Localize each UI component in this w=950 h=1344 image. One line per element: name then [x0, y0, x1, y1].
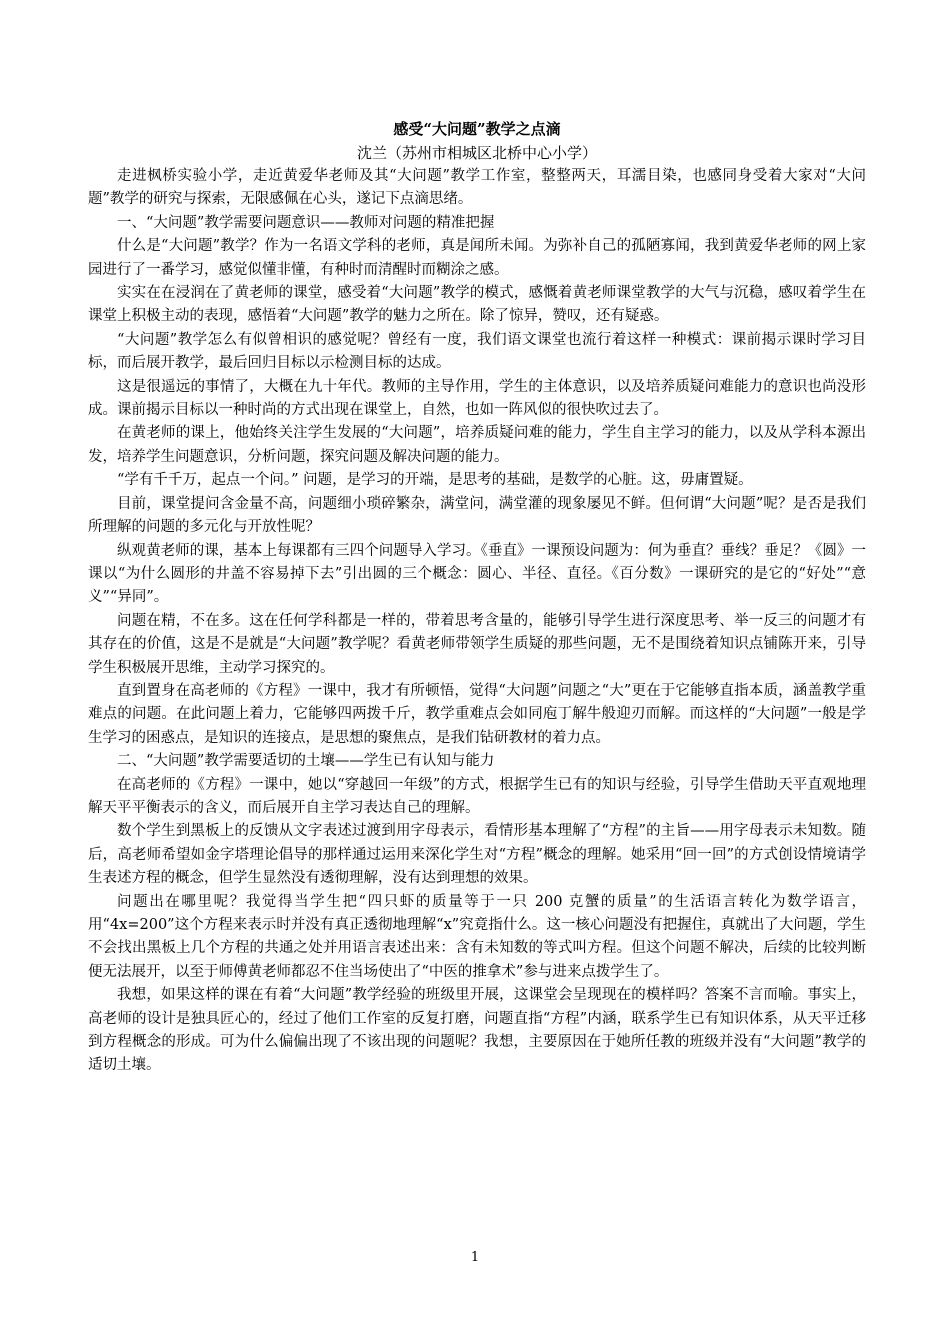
paragraph: 数个学生到黑板上的反馈从文字表述过渡到用字母表示，看情形基本理解了“方程”的主旨——用字母表示未知数。随后，高老师希望如金字塔理论倡导的那样通过运用来深化学生对“方程”概念的理解。她采用“回一回”的方式创设情境请学生表述方程的概念，但学生显然没有透彻理解，没有达到理想的效果。: [88, 823, 866, 887]
paragraph: 这是很遥远的事情了，大概在九十年代。教师的主导作用，学生的主体意识，以及培养质疑问难能力的意识也尚没形成。课前揭示目标以一种时尚的方式出现在课堂上，自然，也如一阵风似的很快吹过去了。: [88, 378, 866, 419]
paragraph: 问题在精，不在多。这在任何学科都是一样的，带着思考含量的，能够引导学生进行深度思考、举一反三的问题才有其存在的价值，这是不是就是“大问题”教学呢？看黄老师带领学生质疑的那些问题，无不是围绕着知识点铺陈开来，引导学生积极展开思维，主动学习探究的。: [88, 612, 866, 676]
paragraph: 目前，课堂提问含金量不高，问题细小琐碎繁杂，满堂问，满堂灌的现象屡见不鲜。但何谓“大问题”呢？是否是我们所理解的问题的多元化与开放性呢？: [88, 495, 866, 536]
document-page: [88, 117, 866, 1078]
document-body: [88, 165, 866, 1078]
paragraph: 在黄老师的课上，他始终关注学生发展的“大问题”，培养质疑问难的能力，学生自主学习的能力，以及从学科本源出发，培养学生问题意识，分析问题，探究问题及解决问题的能力。: [88, 425, 866, 465]
paragraph: 在高老师的《方程》一课中，她以“穿越回一年级”的方式，根据学生已有的知识与经验，引导学生借助天平直观地理解天平平衡表示的含义，而后展开自主学习表达自己的理解。: [88, 776, 866, 816]
paragraph: “大问题”教学怎么有似曾相识的感觉呢？曾经有一度，我们语文课堂也流行着这样一种模式：课前揭示课时学习目标，而后展开教学，最后回归目标以示检测目标的达成。: [88, 331, 866, 372]
page-number: 1: [470, 1250, 480, 1265]
paragraph: 什么是“大问题”教学？作为一名语文学科的老师，真是闻所未闻。为弥补自己的孤陋寡闻，我到黄爱华老师的网上家园进行了一番学习，感觉似懂非懂，有种时而清醒时而糊涂之感。: [88, 238, 866, 278]
paragraph: 走进枫桥实验小学，走近黄爱华老师及其“大问题”教学工作室，整整两天，耳濡目染，也感同身受着大家对“大问题”教学的研究与探索，无限感佩在心头，遂记下点滴思绪。: [88, 168, 866, 208]
document-title: 感受“大问题”教学之点滴: [393, 120, 561, 138]
paragraph: 我想，如果这样的课在有着“大问题”教学经验的班级里开展，这课堂会呈现现在的模样吗？答案不言而喻。事实上，高老师的设计是独具匠心的，经过了他们工作室的反复打磨，问题直指“方程”内涵，联系学生已有知识体系，从天平迁移到方程概念的形成。可为什么偏偏出现了不该出现的问题呢？我想，主要原因在于她所任教的班级并没有“大问题”教学的适切土壤。: [88, 987, 866, 1074]
author-line: 沈兰（苏州市相城区北桥中心小学）: [356, 144, 597, 162]
section-heading: 一、“大问题”教学需要问题意识——教师对问题的精准把握: [117, 214, 495, 231]
section-heading: 二、“大问题”教学需要适切的土壤——学生已有认知与能力: [117, 753, 495, 770]
paragraph: “学有千千万，起点一个问。” 问题，是学习的开端，是思考的基础，是数学的心脏。这，毋庸置疑。: [117, 472, 753, 489]
paragraph: 实实在在浸润在了黄老师的课堂，感受着“大问题”教学的模式，感慨着黄老师课堂教学的大气与沉稳，感叹着学生在课堂上积极主动的表现，感悟着“大问题”教学的魅力之所在。除了惊异，赞叹，还有疑惑。: [88, 285, 866, 325]
paragraph: 问题出在哪里呢？我觉得当学生把“四只虾的质量等于一只 200 克蟹的质量”的生活语言转化为数学语言，用“4x=200”这个方程来表示时并没有真正透彻地理解“x”究竟指什么。这一核心问题没有把握住，真就出了大问题，学生不会找出黑板上几个方程的共通之处并用语言表述出来：含有未知数的等式叫方程。但这个问题不解决，后续的比较判断便无法展开，以至于师傅黄老师都忍不住当场使出了“中医的推拿术”参与进来点拨学生了。: [88, 893, 866, 980]
paragraph: 直到置身在高老师的《方程》一课中，我才有所顿悟，觉得“大问题”问题之“大”更在于它能够直指本质，涵盖教学重难点的问题。在此问题上着力，它能够四两拨千斤，教学重难点会如同庖丁解牛般迎刃而解。而这样的“大问题”一般是学生学习的困惑点，是知识的连接点，是思想的聚焦点，是我们钻研教材的着力点。: [88, 682, 866, 746]
paragraph: 纵观黄老师的课，基本上每课都有三四个问题导入学习。《垂直》一课预设问题为：何为垂直？垂线？垂足？《圆》一课以“为什么圆形的井盖不容易掉下去”引出圆的三个概念：圆心、半径、直径。《百分数》一课研究的是它的“好处”“意义”“异同”。: [88, 542, 866, 606]
